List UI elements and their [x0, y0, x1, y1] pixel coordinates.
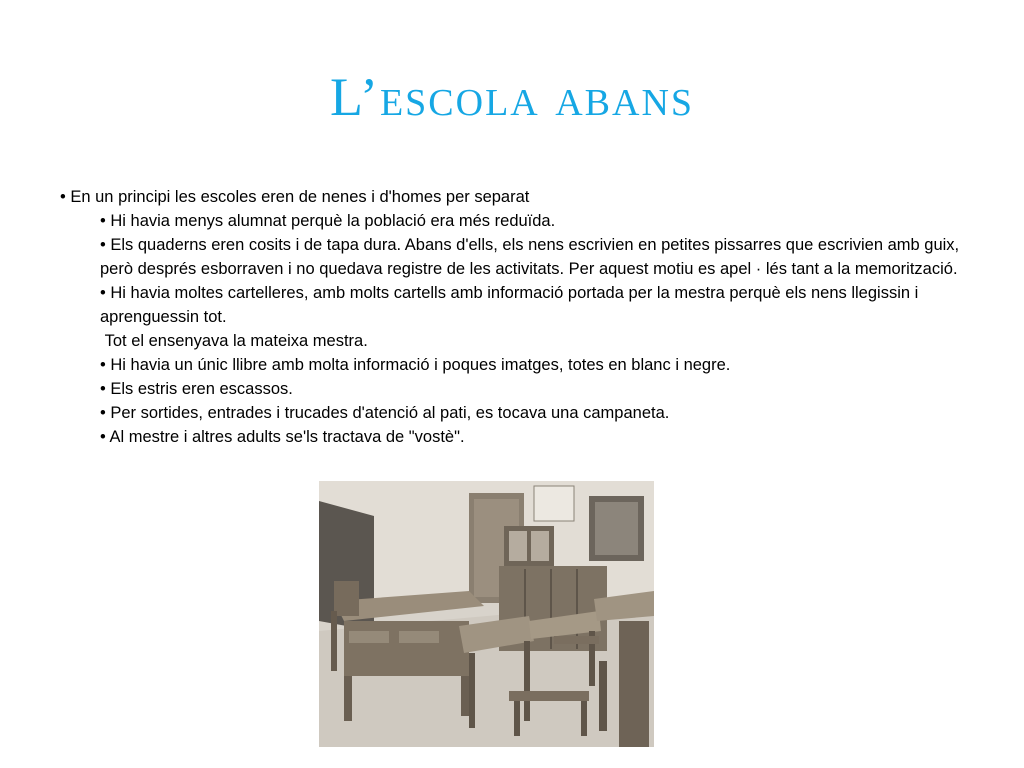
- classroom-photo: [319, 481, 654, 747]
- wall-map: [534, 486, 574, 521]
- bullet-item: • Al mestre i altres adults se'ls tractava de "vostè".: [100, 428, 465, 446]
- bullet-item: • Hi havia un únic llibre amb molta informació i poques imatges, totes en blanc i negre.: [100, 356, 731, 374]
- bullet-item: • En un principi les escoles eren de nenes i d'homes per separat: [60, 188, 530, 206]
- slide-title: L’escola abans: [329, 67, 695, 127]
- bullet-item: • Hi havia moltes cartelleres, amb molts cartells amb informació portada per la mestra perquè els nens llegissin i aprenguessin tot.: [100, 284, 919, 326]
- bullet-item: • Per sortides, entrades i trucades d'atenció al pati, es tocava una campaneta.: [100, 404, 670, 422]
- bench: [554, 636, 599, 644]
- bench: [509, 691, 589, 701]
- teacher-chair: [334, 581, 359, 616]
- bullet-list: [60, 185, 960, 449]
- bullet-item: • Els quaderns eren cosits i de tapa dura. Abans d'ells, els nens escrivien en petites pissarres que escrivien amb guix, però després esborraven i no quedava registre de les activitats. Per aquest motiu es apel · lés tant a la memorització.: [100, 236, 960, 278]
- bullet-item: • Els estris eren escassos.: [100, 380, 293, 398]
- bullet-item: Tot el ensenyava la mateixa mestra.: [100, 332, 368, 350]
- bullet-item: • Hi havia menys alumnat perquè la població era més reduïda.: [100, 212, 556, 230]
